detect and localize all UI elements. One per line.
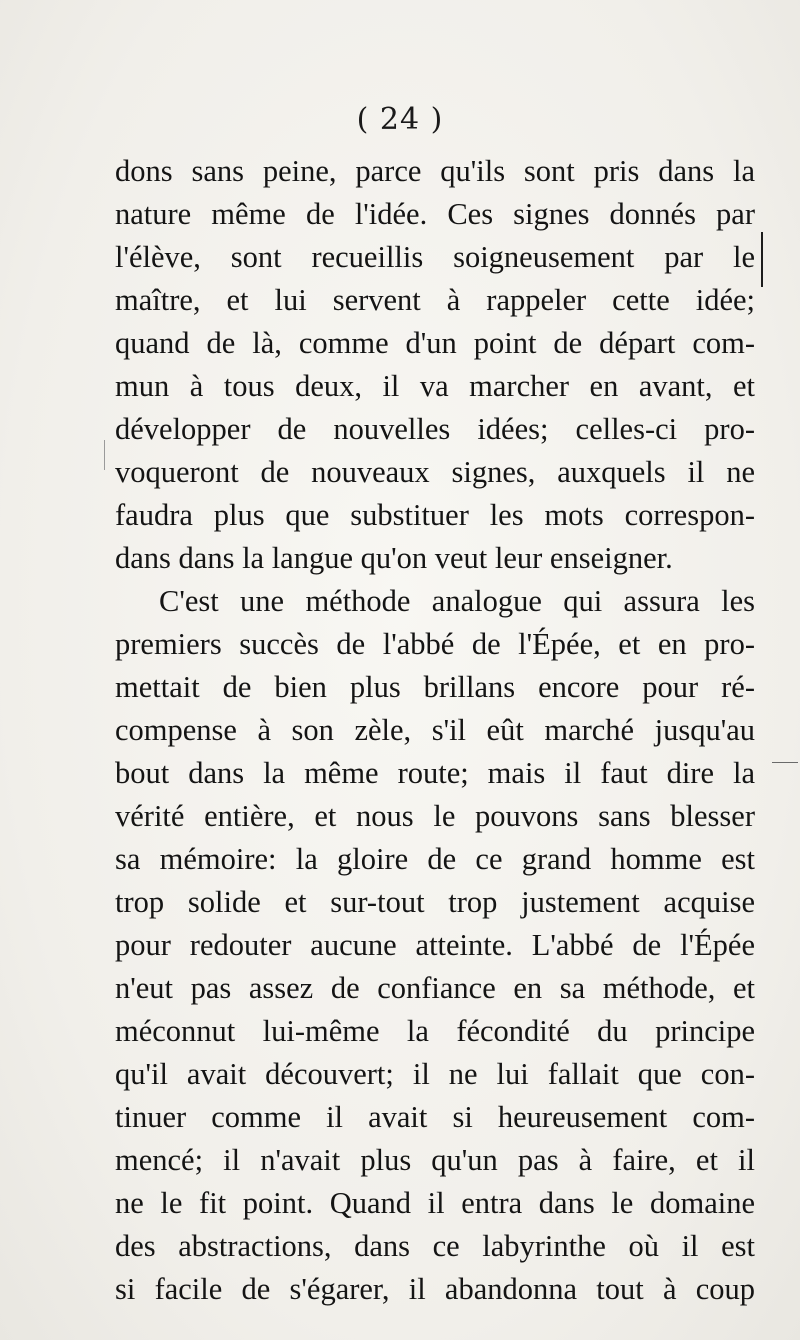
text-line: premiers succès de l'abbé de l'Épée, et en pro- [115, 627, 755, 661]
text-line: sa mémoire: la gloire de ce grand homme est [115, 842, 755, 876]
paragraph-start-line: C'est une méthode analogue qui assura les [159, 584, 755, 618]
text-line: l'élève, sont recueillis soigneusement par le [115, 240, 755, 274]
text-line: nature même de l'idée. Ces signes donnés par [115, 197, 755, 231]
scan-margin-mark [104, 440, 105, 470]
scan-margin-mark [772, 762, 798, 763]
text-line: des abstractions, dans ce labyrinthe où il est [115, 1229, 755, 1263]
text-line: trop solide et sur-tout trop justement acquise [115, 885, 755, 919]
text-line: ne le fit point. Quand il entra dans le domaine [115, 1186, 755, 1220]
text-line: compense à son zèle, s'il eût marché jusqu'au [115, 713, 755, 747]
text-line: méconnut lui-même la fécondité du principe [115, 1014, 755, 1048]
text-line: dons sans peine, parce qu'ils sont pris dans la [115, 154, 755, 188]
page-number: ( 24 ) [356, 102, 444, 137]
text-line: mun à tous deux, il va marcher en avant, et [115, 369, 755, 403]
text-line: mettait de bien plus brillans encore pour ré- [115, 670, 755, 704]
text-line: vérité entière, et nous le pouvons sans blesser [115, 799, 755, 833]
text-line: qu'il avait découvert; il ne lui fallait que con- [115, 1057, 755, 1091]
text-line: développer de nouvelles idées; celles-ci pro- [115, 412, 755, 446]
text-line: quand de là, comme d'un point de départ com- [115, 326, 755, 360]
text-line: voqueront de nouveaux signes, auxquels il ne [115, 455, 755, 489]
text-line: maître, et lui servent à rappeler cette idée; [115, 283, 755, 317]
text-line: n'eut pas assez de confiance en sa méthode, et [115, 971, 755, 1005]
text-line: mencé; il n'avait plus qu'un pas à faire, et il [115, 1143, 755, 1177]
body-text [115, 150, 755, 1311]
text-line: tinuer comme il avait si heureusement com- [115, 1100, 755, 1134]
text-line: pour redouter aucune atteinte. L'abbé de l'Épée [115, 928, 755, 962]
text-line: faudra plus que substituer les mots correspon- [115, 498, 755, 532]
paragraph-end-line: dans dans la langue qu'on veut leur enseigner. [115, 541, 673, 575]
scan-margin-mark [761, 232, 763, 287]
text-line: si facile de s'égarer, il abandonna tout à coup [115, 1272, 755, 1306]
text-line: bout dans la même route; mais il faut dire la [115, 756, 755, 790]
